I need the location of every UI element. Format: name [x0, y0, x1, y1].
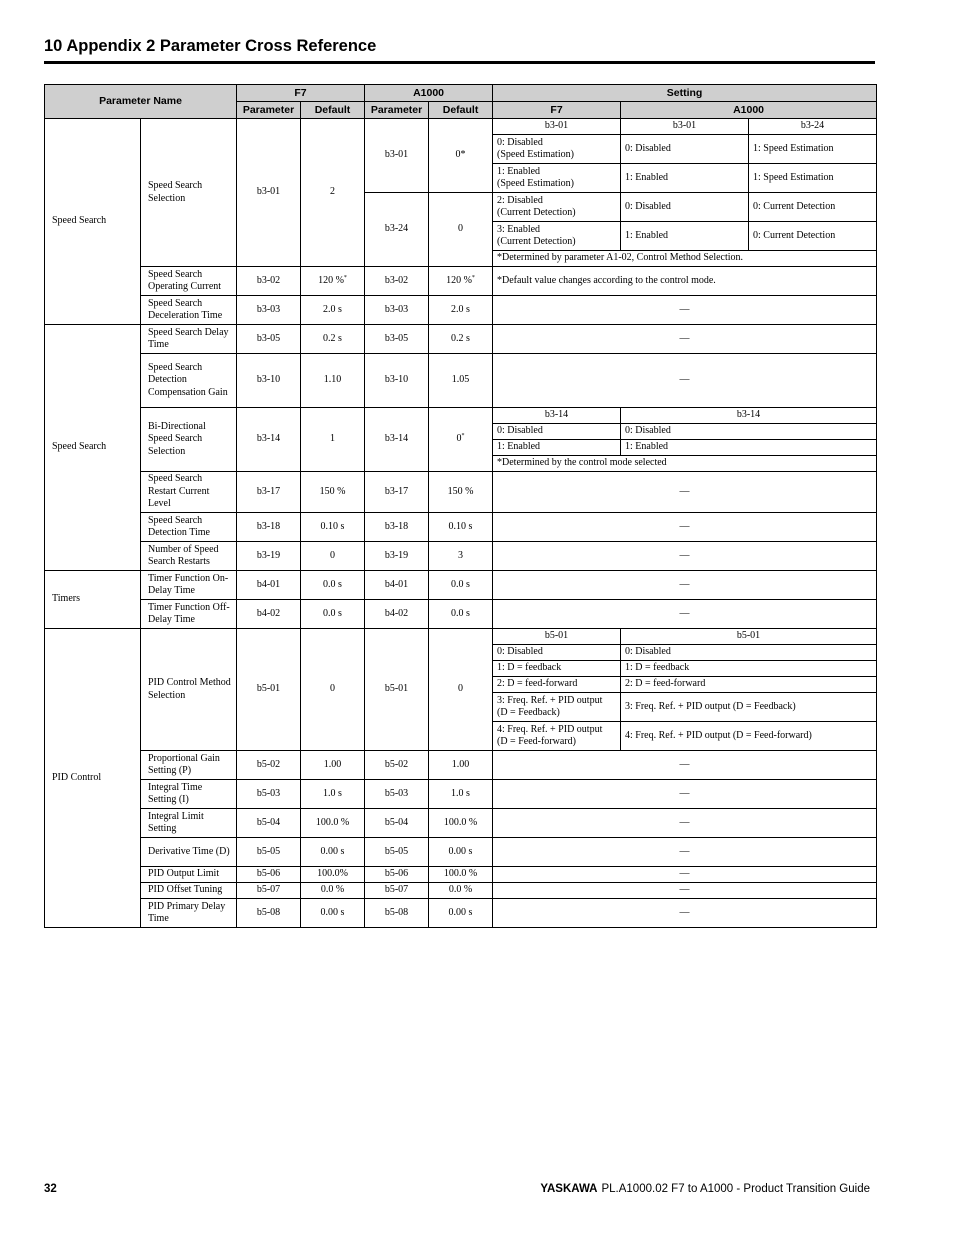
setting-value: — — [493, 600, 877, 629]
setting-value: — — [493, 751, 877, 780]
f7-parameter: b5-07 — [237, 883, 301, 899]
setting-value: — — [493, 838, 877, 867]
header-setting: Setting — [493, 85, 877, 102]
setting-value: — — [493, 354, 877, 408]
f7-parameter: b3-17 — [237, 472, 301, 513]
a1000-parameter: b3-17 — [365, 472, 429, 513]
f7-parameter: b4-01 — [237, 571, 301, 600]
f7-default: 0.10 s — [301, 513, 365, 542]
header-f7: F7 — [237, 85, 365, 102]
setting-value: 0: Disabled — [493, 645, 621, 661]
a1000-parameter: b5-04 — [365, 809, 429, 838]
a1000-parameter: b3-24 — [365, 193, 429, 267]
setting-value: — — [493, 883, 877, 899]
setting-value: — — [493, 513, 877, 542]
parameter-name: Speed Search Detection Compensation Gain — [141, 354, 237, 408]
setting-value: — — [493, 780, 877, 809]
setting-subheader: b3-01 — [621, 119, 749, 135]
a1000-parameter: b3-01 — [365, 119, 429, 193]
setting-value: 0: Disabled — [621, 193, 749, 222]
parameter-name: Derivative Time (D) — [141, 838, 237, 867]
a1000-default: 0.10 s — [429, 513, 493, 542]
parameter-name: Integral Limit Setting — [141, 809, 237, 838]
setting-value: 2: D = feed-forward — [621, 677, 877, 693]
f7-default: 100.0 % — [301, 809, 365, 838]
a1000-default: 0.00 s — [429, 899, 493, 928]
parameter-name: Speed Search Detection Time — [141, 513, 237, 542]
setting-value: 1: Enabled — [621, 164, 749, 193]
a1000-parameter: b5-07 — [365, 883, 429, 899]
setting-subheader: b3-01 — [493, 119, 621, 135]
setting-value: 3: Enabled (Current Detection) — [493, 222, 621, 251]
a1000-parameter: b3-14 — [365, 408, 429, 472]
header-a1000: A1000 — [365, 85, 493, 102]
setting-value: — — [493, 472, 877, 513]
a1000-parameter: b3-05 — [365, 325, 429, 354]
parameter-name: Speed Search Restart Current Level — [141, 472, 237, 513]
f7-parameter: b3-01 — [237, 119, 301, 267]
f7-default: 120 %* — [301, 267, 365, 296]
f7-default: 0.00 s — [301, 899, 365, 928]
a1000-parameter: b3-18 — [365, 513, 429, 542]
a1000-parameter: b5-03 — [365, 780, 429, 809]
setting-value: 0: Current Detection — [749, 222, 877, 251]
a1000-default: 0* — [429, 408, 493, 472]
a1000-default: 100.0 % — [429, 809, 493, 838]
setting-value: 0: Disabled — [621, 645, 877, 661]
a1000-default: 150 % — [429, 472, 493, 513]
parameter-name: PID Control Method Selection — [141, 629, 237, 751]
f7-default: 0 — [301, 629, 365, 751]
parameter-cross-reference-table — [44, 84, 877, 119]
a1000-parameter: b5-08 — [365, 899, 429, 928]
setting-value: — — [493, 571, 877, 600]
f7-parameter: b3-10 — [237, 354, 301, 408]
a1000-default: 120 %* — [429, 267, 493, 296]
parameter-name: PID Offset Tuning — [141, 883, 237, 899]
setting-value: — — [493, 867, 877, 883]
setting-value: — — [493, 899, 877, 928]
group-label: Speed Search — [45, 119, 141, 325]
parameter-name: Speed Search Delay Time — [141, 325, 237, 354]
a1000-default: 0.0 % — [429, 883, 493, 899]
a1000-default: 2.0 s — [429, 296, 493, 325]
parameter-name: Timer Function On-Delay Time — [141, 571, 237, 600]
f7-default: 0.0 % — [301, 883, 365, 899]
setting-value: 0: Disabled — [621, 424, 877, 440]
parameter-name: PID Primary Delay Time — [141, 899, 237, 928]
parameter-name: Timer Function Off-Delay Time — [141, 600, 237, 629]
f7-default: 1.10 — [301, 354, 365, 408]
f7-parameter: b5-04 — [237, 809, 301, 838]
a1000-parameter: b3-02 — [365, 267, 429, 296]
setting-value: — — [493, 296, 877, 325]
setting-value: 1: Enabled — [621, 222, 749, 251]
group-label: PID Control — [45, 629, 141, 928]
header-parameter-name: Parameter Name — [45, 85, 237, 119]
a1000-default: 1.0 s — [429, 780, 493, 809]
parameter-name: Speed Search Operating Current — [141, 267, 237, 296]
a1000-default: 1.05 — [429, 354, 493, 408]
a1000-parameter: b4-02 — [365, 600, 429, 629]
a1000-parameter: b4-01 — [365, 571, 429, 600]
a1000-default: 0* — [429, 119, 493, 193]
f7-default: 100.0% — [301, 867, 365, 883]
f7-default: 0 — [301, 542, 365, 571]
a1000-parameter: b3-10 — [365, 354, 429, 408]
parameter-name: Speed Search Selection — [141, 119, 237, 267]
document-footer — [540, 1183, 870, 1195]
a1000-default: 0.00 s — [429, 838, 493, 867]
f7-default: 0.0 s — [301, 571, 365, 600]
setting-value: 1: D = feedback — [493, 661, 621, 677]
parameter-name: Bi-Directional Speed Search Selection — [141, 408, 237, 472]
f7-default: 1 — [301, 408, 365, 472]
f7-parameter: b5-01 — [237, 629, 301, 751]
setting-value: — — [493, 542, 877, 571]
a1000-parameter: b5-01 — [365, 629, 429, 751]
setting-note: *Determined by the control mode selected — [493, 456, 877, 472]
setting-value: 2: D = feed-forward — [493, 677, 621, 693]
f7-parameter: b5-03 — [237, 780, 301, 809]
setting-subheader: b5-01 — [493, 629, 621, 645]
setting-value: 1: D = feedback — [621, 661, 877, 677]
group-label: Timers — [45, 571, 141, 629]
a1000-parameter: b3-19 — [365, 542, 429, 571]
setting-value: — — [493, 809, 877, 838]
f7-parameter: b3-02 — [237, 267, 301, 296]
setting-value: 2: Disabled (Current Detection) — [493, 193, 621, 222]
header-f7-default: Default — [301, 102, 365, 119]
setting-value: 0: Disabled — [493, 424, 621, 440]
f7-default: 2 — [301, 119, 365, 267]
f7-parameter: b3-14 — [237, 408, 301, 472]
group-label: Speed Search — [45, 325, 141, 571]
parameter-name: PID Output Limit — [141, 867, 237, 883]
f7-parameter: b5-08 — [237, 899, 301, 928]
parameter-name: Number of Speed Search Restarts — [141, 542, 237, 571]
a1000-default: 0 — [429, 193, 493, 267]
header-a1000-parameter: Parameter — [365, 102, 429, 119]
setting-value: 1: Enabled — [493, 440, 621, 456]
parameter-name: Integral Time Setting (I) — [141, 780, 237, 809]
setting-value: *Default value changes according to the control mode. — [493, 267, 877, 296]
f7-default: 2.0 s — [301, 296, 365, 325]
f7-default: 150 % — [301, 472, 365, 513]
a1000-parameter: b5-02 — [365, 751, 429, 780]
a1000-parameter: b5-05 — [365, 838, 429, 867]
f7-parameter: b3-18 — [237, 513, 301, 542]
a1000-parameter: b5-06 — [365, 867, 429, 883]
setting-value: 0: Disabled — [621, 135, 749, 164]
setting-value: 1: Speed Estimation — [749, 164, 877, 193]
f7-default: 1.0 s — [301, 780, 365, 809]
setting-value: 4: Freq. Ref. + PID output (D = Feed-forward) — [493, 722, 621, 751]
f7-parameter: b5-02 — [237, 751, 301, 780]
header-f7-parameter: Parameter — [237, 102, 301, 119]
setting-value: 1: Speed Estimation — [749, 135, 877, 164]
f7-default: 1.00 — [301, 751, 365, 780]
setting-note: *Determined by parameter A1-02, Control Method Selection. — [493, 251, 877, 267]
a1000-default: 0 — [429, 629, 493, 751]
setting-subheader: b3-14 — [493, 408, 621, 424]
a1000-default: 0.0 s — [429, 600, 493, 629]
setting-value: 4: Freq. Ref. + PID output (D = Feed-forward) — [621, 722, 877, 751]
header-a1000-default: Default — [429, 102, 493, 119]
f7-parameter: b3-03 — [237, 296, 301, 325]
header-setting-a1000: A1000 — [621, 102, 877, 119]
setting-value: — — [493, 325, 877, 354]
page-title: 10 Appendix 2 Parameter Cross Reference — [44, 37, 875, 64]
setting-subheader: b3-14 — [621, 408, 877, 424]
a1000-parameter: b3-03 — [365, 296, 429, 325]
a1000-default: 0.2 s — [429, 325, 493, 354]
a1000-default: 100.0 % — [429, 867, 493, 883]
setting-value: 3: Freq. Ref. + PID output (D = Feedback) — [493, 693, 621, 722]
setting-subheader: b3-24 — [749, 119, 877, 135]
document-title: PL.A1000.02 F7 to A1000 - Product Transition Guide — [601, 1183, 870, 1195]
f7-default: 0.0 s — [301, 600, 365, 629]
parameter-cross-reference-table-body — [44, 118, 877, 928]
f7-parameter: b3-05 — [237, 325, 301, 354]
setting-value: 0: Current Detection — [749, 193, 877, 222]
f7-parameter: b4-02 — [237, 600, 301, 629]
a1000-default: 3 — [429, 542, 493, 571]
a1000-default: 1.00 — [429, 751, 493, 780]
setting-value: 0: Disabled (Speed Estimation) — [493, 135, 621, 164]
f7-parameter: b3-19 — [237, 542, 301, 571]
header-setting-f7: F7 — [493, 102, 621, 119]
f7-parameter: b5-06 — [237, 867, 301, 883]
parameter-name: Proportional Gain Setting (P) — [141, 751, 237, 780]
setting-value: 1: Enabled — [621, 440, 877, 456]
f7-default: 0.2 s — [301, 325, 365, 354]
brand-name: YASKAWA — [540, 1183, 598, 1195]
a1000-default: 0.0 s — [429, 571, 493, 600]
setting-subheader: b5-01 — [621, 629, 877, 645]
setting-value: 1: Enabled (Speed Estimation) — [493, 164, 621, 193]
page-number: 32 — [44, 1183, 57, 1195]
f7-default: 0.00 s — [301, 838, 365, 867]
setting-value: 3: Freq. Ref. + PID output (D = Feedback) — [621, 693, 877, 722]
parameter-name: Speed Search Deceleration Time — [141, 296, 237, 325]
f7-parameter: b5-05 — [237, 838, 301, 867]
